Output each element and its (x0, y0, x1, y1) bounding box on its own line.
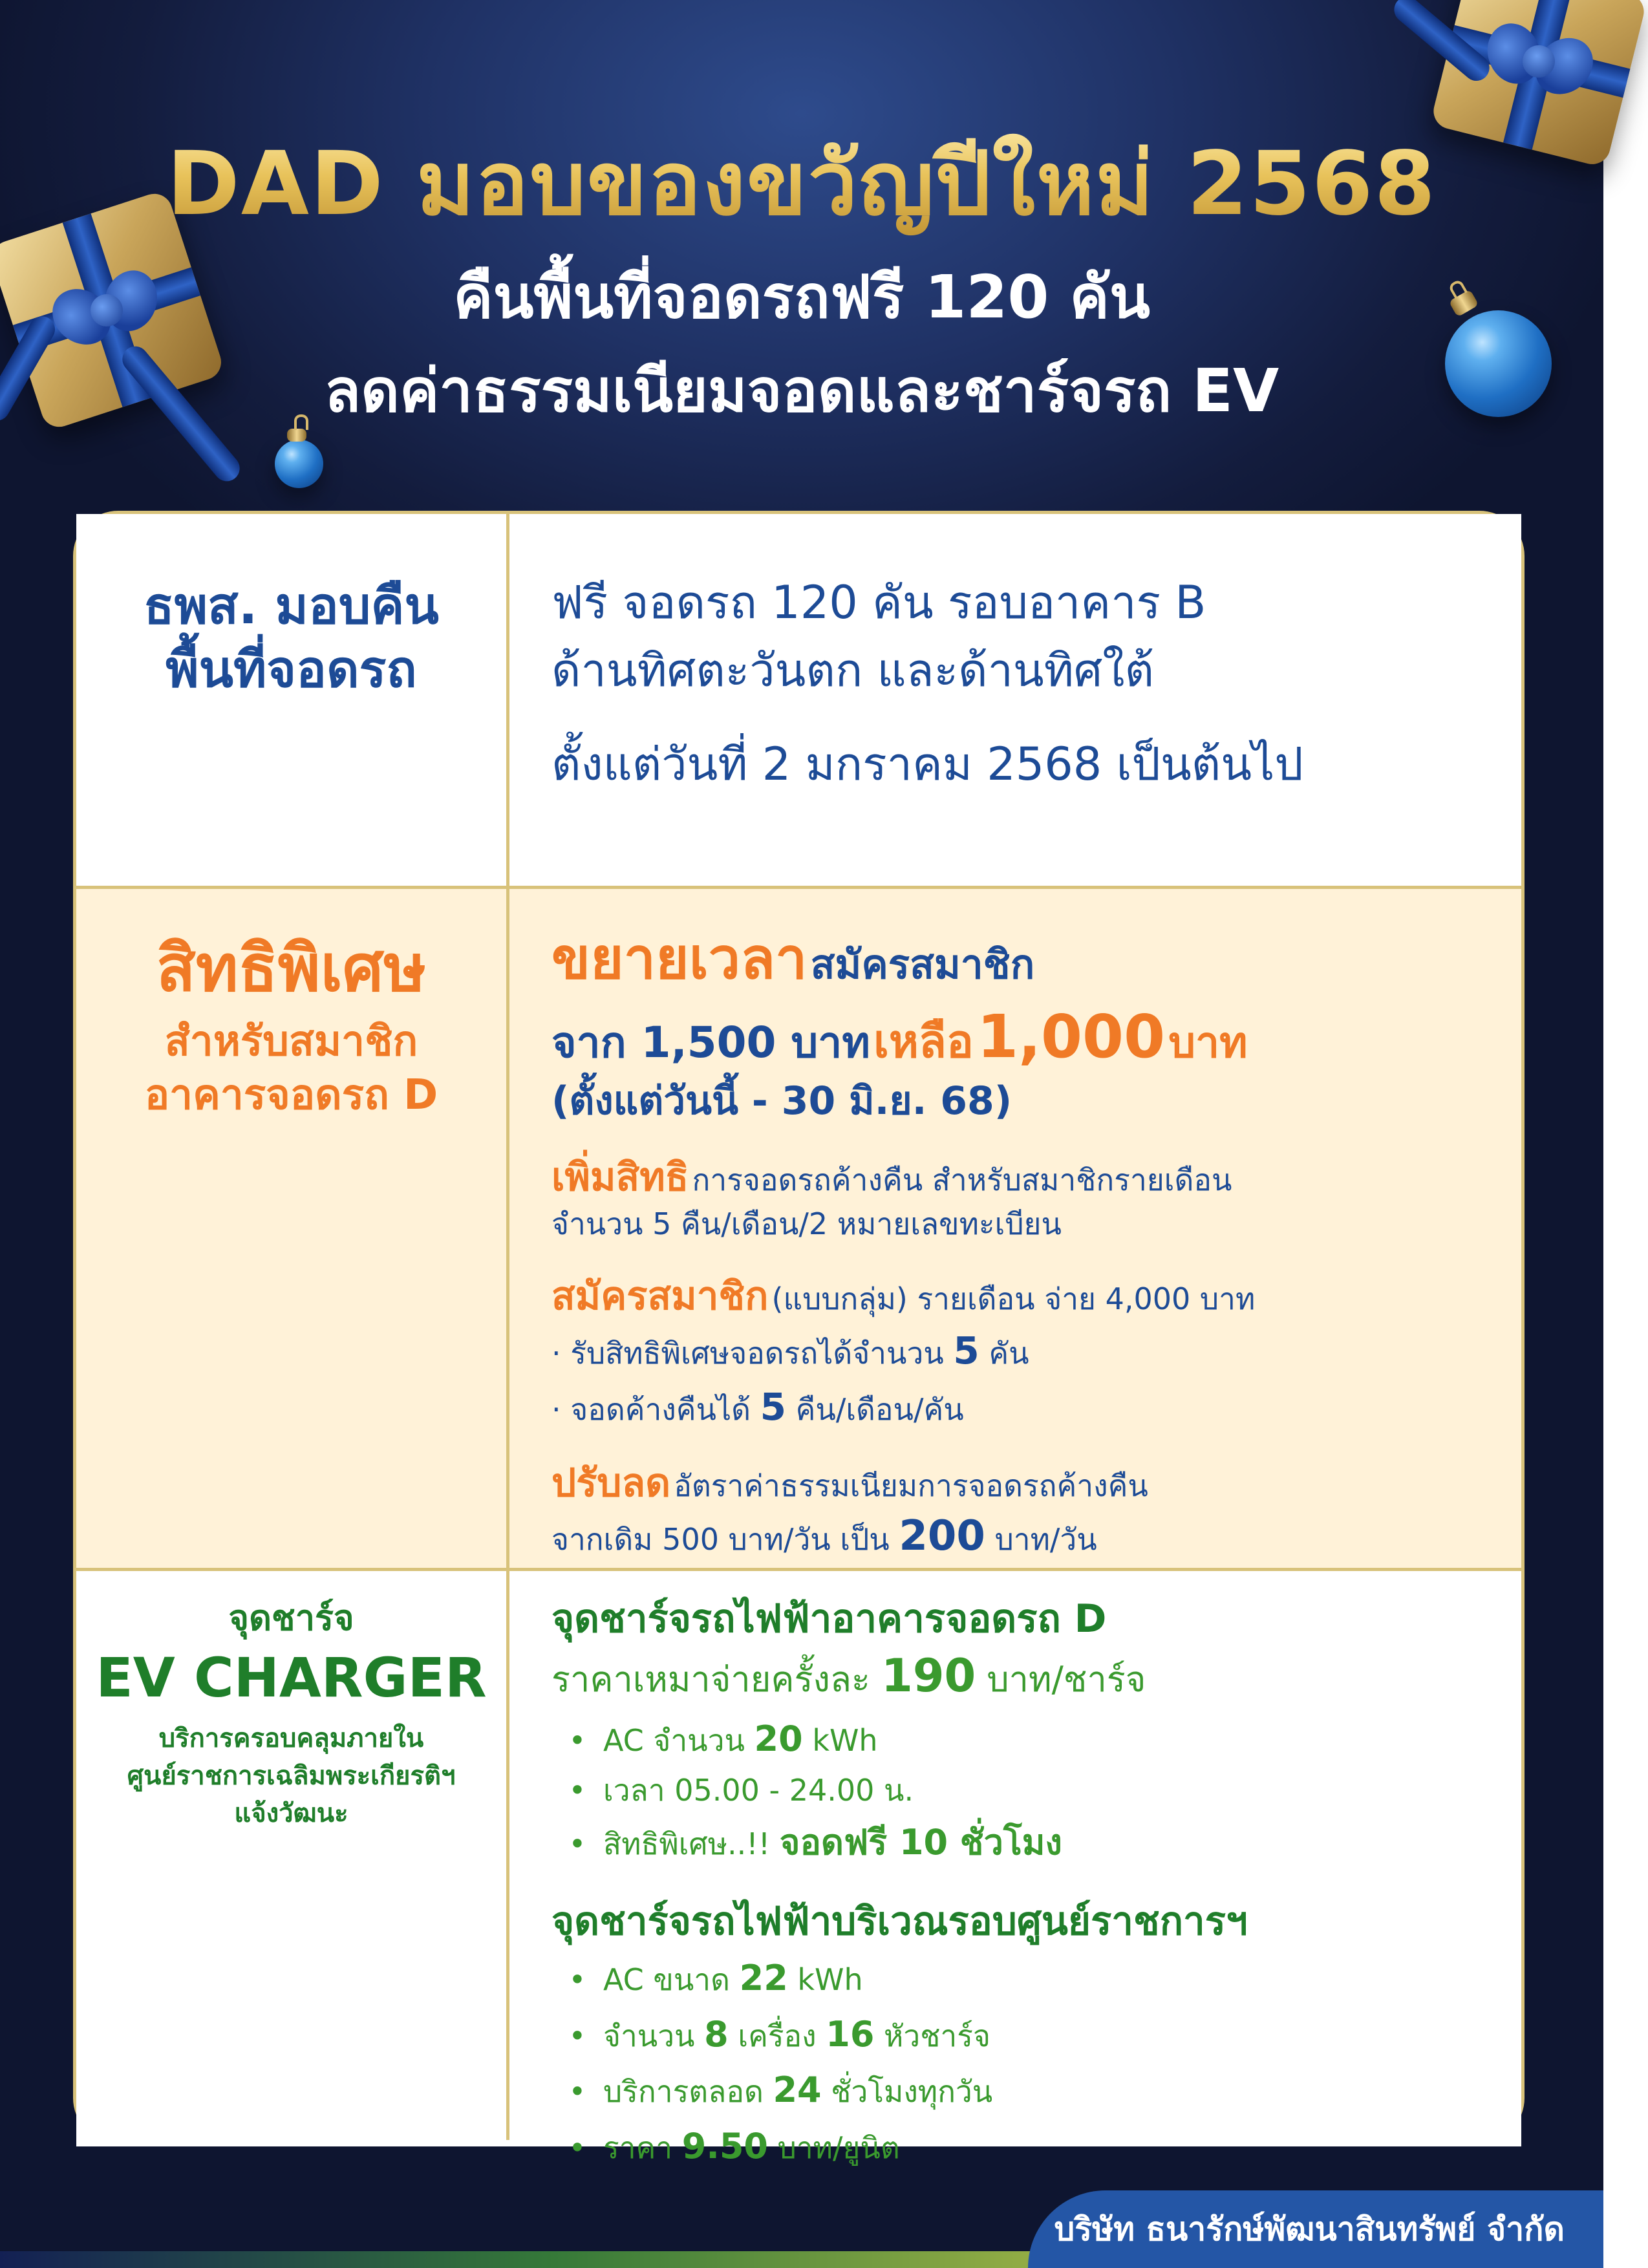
extend-subheading: สมัครสมาชิก (810, 941, 1035, 988)
row1-line-2: ด้านทิศตะวันตก และด้านทิศใต้ (551, 644, 1154, 697)
row-parking-return (76, 514, 1521, 886)
s2-bullet-2: • จำนวน 8 เครื่อง 16 หัวชาร์จ (568, 2013, 990, 2055)
add-text-2: จำนวน 5 คืน/เดือน/2 หมายเลขทะเบียน (551, 1206, 1062, 1242)
s1-bullet-2: • เวลา 05.00 - 24.00 น. (568, 1773, 914, 1808)
row1-label-1: ธพส. มอบคืน (144, 577, 439, 636)
bullet-dot: · (551, 1336, 561, 1371)
footer-stripe (0, 2251, 1099, 2268)
price-from: จาก 1,500 บาท (551, 1017, 870, 1067)
add-heading: เพิ่มสิทธิ (551, 1155, 689, 1201)
reduce-heading: ปรับลด (551, 1460, 671, 1506)
bullet-dot: · (551, 1391, 561, 1427)
subtitle-1: คืนพื้นที่จอดรถฟรี 120 คัน (453, 262, 1150, 332)
group-bullet-1: · รับสิทธิพิเศษจอดรถได้จำนวน 5 คัน (551, 1329, 1029, 1373)
s2-bullet-3: • บริการตลอด 24 ชั่วโมงทุกวัน (568, 2070, 993, 2111)
s2-bullet-4: • ราคา 9.50 บาท/ยูนิต (568, 2125, 900, 2166)
row3-label-3: บริการครอบคลุมภายใน (158, 1723, 424, 1753)
row3-label-1: จุดชาร์จ (228, 1598, 354, 1638)
reduce-text: อัตราค่าธรรมเนียมการจอดรถค้างคืน (674, 1468, 1148, 1504)
row3-label-2: EV CHARGER (96, 1645, 487, 1709)
s2-bullet-1: • AC ขนาด 22 kWh (568, 1958, 863, 1999)
ornament-icon (275, 440, 323, 488)
price-to: 1,000 (977, 1001, 1166, 1071)
row-ev-charger (76, 1568, 1521, 2166)
row2-label-3: อาคารจอดรถ D (144, 1071, 438, 1120)
info-table (73, 511, 1525, 2166)
column-divider (506, 514, 509, 2140)
row3-label-5: แจ้งวัฒนะ (234, 1798, 348, 1828)
row3-label-4: ศูนย์ราชการเฉลิมพระเกียรติฯ (127, 1760, 456, 1791)
group-heading: สมัครสมาชิก (551, 1274, 769, 1320)
row2-label-1: สิทธิพิเศษ (156, 930, 427, 1006)
s1-price: ราคาเหมาจ่ายครั้งละ 190 บาท/ชาร์จ (551, 1649, 1146, 1702)
group-text: (แบบกลุ่ม) รายเดือน จ่าย 4,000 บาท (771, 1281, 1256, 1317)
price-unit: บาท (1168, 1017, 1248, 1067)
row2-label-2: สำหรับสมาชิก (164, 1018, 418, 1065)
page-title: DAD มอบของขวัญปีใหม่ 2568 (0, 113, 1603, 253)
s1-heading: จุดชาร์จรถไฟฟ้าอาคารจอดรถ D (551, 1596, 1107, 1642)
subtitle-2: ลดค่าธรรมเนียมจอดและชาร์จรถ EV (324, 356, 1279, 425)
company-name: บริษัท ธนารักษ์พัฒนาสินทรัพย์ จำกัด (1054, 2210, 1565, 2248)
extend-heading: ขยายเวลา (551, 925, 808, 992)
add-text-1: การจอดรถค้างคืน สำหรับสมาชิกรายเดือน (692, 1162, 1232, 1198)
price-period: (ตั้งแต่วันนี้ - 30 มิ.ย. 68) (551, 1078, 1012, 1124)
s2-heading: จุดชาร์จรถไฟฟ้าบริเวณรอบศูนย์ราชการฯ (551, 1899, 1248, 1945)
row1-line-1: ฟรี จอดรถ 120 คัน รอบอาคาร B (551, 576, 1206, 629)
row-member-privilege (76, 886, 1521, 1568)
reduce-line-2: จากเดิม 500 บาท/วัน เป็น 200 บาท/วัน (551, 1512, 1097, 1561)
price-to-word: เหลือ (873, 1014, 974, 1068)
s1-bullet-1: • AC จำนวน 20 kWh (568, 1718, 878, 1759)
row1-line-3: ตั้งแต่วันที่ 2 มกราคม 2568 เป็นต้นไป (551, 738, 1303, 791)
s1-bullet-3: • สิทธิพิเศษ..!! จอดฟรี 10 ชั่วโมง (568, 1821, 1062, 1863)
footer-company (1028, 2190, 1603, 2268)
row1-label-2: พื้นที่จอดรถ (166, 640, 417, 699)
group-bullet-2: · จอดค้างคืนได้ 5 คืน/เดือน/คัน (551, 1384, 964, 1429)
